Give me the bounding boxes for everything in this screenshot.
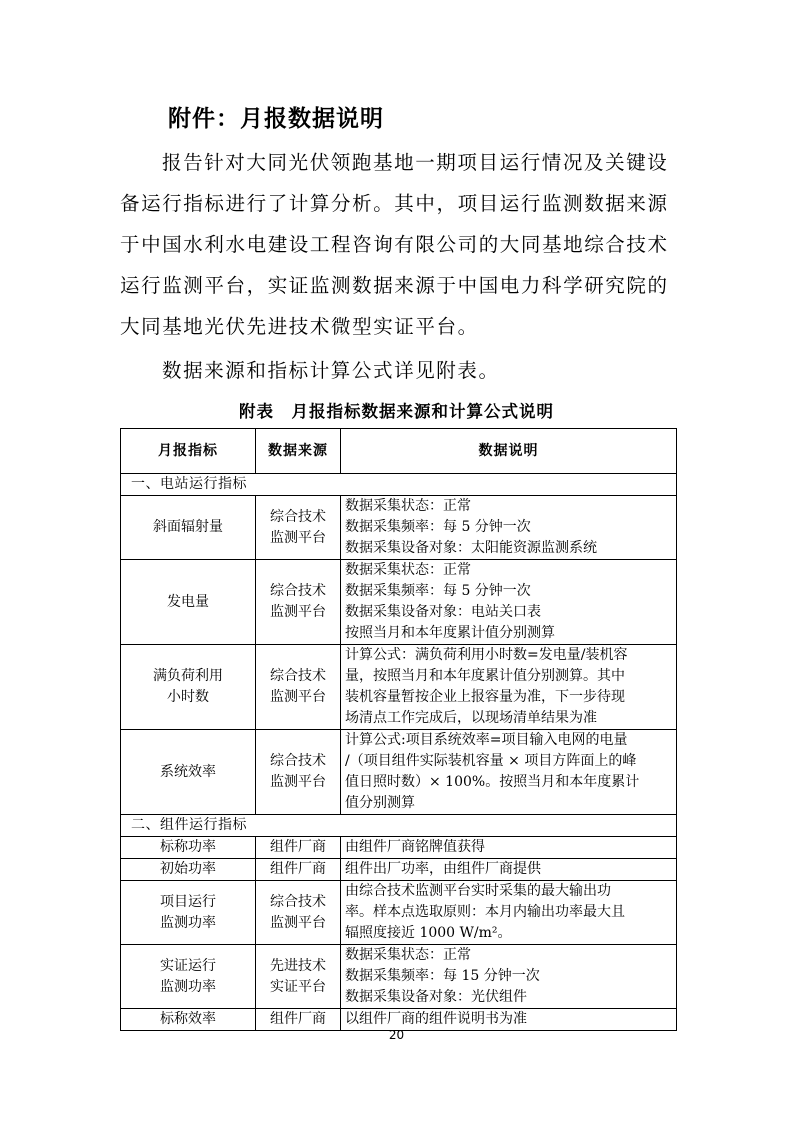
description-cell-line: 数据采集状态：正常 xyxy=(345,498,471,514)
source-cell xyxy=(256,496,341,560)
source-cell-line: 组件厂商 xyxy=(270,839,326,855)
source-cell-line: 监测平台 xyxy=(270,774,326,790)
indicator-cell-line: 小时数 xyxy=(167,689,209,705)
description-cell-line: 场清点工作完成后，以现场清单结果为准 xyxy=(345,710,597,726)
source-cell xyxy=(256,881,341,945)
description-cell-line: 数据采集频率：每 5 分钟一次 xyxy=(345,519,531,535)
table-row xyxy=(121,859,677,881)
description-cell-line: 值分别测算 xyxy=(345,795,415,811)
table-row xyxy=(121,560,677,645)
indicator-cell-line: 斜面辐射量 xyxy=(153,519,223,535)
description-cell xyxy=(341,837,677,859)
description-cell xyxy=(341,859,677,881)
section-row xyxy=(121,474,677,496)
section-row xyxy=(121,815,677,837)
header-indicator: 月报指标 xyxy=(121,429,256,474)
description-cell-line: 以组件厂商的组件说明书为准 xyxy=(345,1011,527,1027)
indicator-cell xyxy=(121,945,256,1009)
description-cell-line: 数据采集设备对象：电站关口表 xyxy=(345,604,541,620)
description-cell-line: 辐照度接近 1000 W/m²。 xyxy=(345,925,512,941)
description-cell-line: 数据采集频率：每 15 分钟一次 xyxy=(345,968,540,984)
indicator-cell-line: 系统效率 xyxy=(160,763,216,780)
indicator-cell-line: 初始功率 xyxy=(160,861,216,877)
indicator-cell-line: 项目运行 xyxy=(160,893,216,910)
indicator-cell-line: 标称功率 xyxy=(160,839,216,855)
page-number: 20 xyxy=(388,1028,405,1042)
table-header-row xyxy=(121,429,677,474)
source-cell-line: 综合技术 xyxy=(270,893,326,910)
source-cell-line: 综合技术 xyxy=(270,508,326,525)
reference-paragraph: 数据来源和指标计算公式详见附表。 xyxy=(162,359,500,382)
description-cell-line: 计算公式:项目系统效率=项目输入电网的电量 xyxy=(345,732,628,748)
source-cell-line: 综合技术 xyxy=(270,668,326,684)
table-row xyxy=(121,837,677,859)
indicator-cell-line: 标称效率 xyxy=(160,1011,216,1027)
indicator-cell xyxy=(121,730,256,815)
source-cell xyxy=(256,837,341,859)
header-source: 数据来源 xyxy=(256,429,341,474)
indicator-cell-line: 满负荷利用 xyxy=(153,668,223,684)
description-cell-line: 数据采集状态：正常 xyxy=(345,947,471,963)
indicator-cell xyxy=(121,859,256,881)
description-cell-line: 量，按照当月和本年度累计值分别测算。其中 xyxy=(345,668,625,684)
table-row xyxy=(121,496,677,560)
description-cell xyxy=(341,645,677,730)
description-cell-line: 计算公式：满负荷利用小时数=发电量/装机容 xyxy=(345,647,628,663)
table-row xyxy=(121,881,677,945)
description-cell-line: 由综合技术监测平台实时采集的最大输出功 xyxy=(345,883,611,899)
description-cell xyxy=(341,560,677,645)
description-cell-line: 值日照时数）× 100%。按照当月和本年度累计 xyxy=(345,774,640,790)
table-title: 附表 月报指标数据来源和计算公式说明 xyxy=(239,402,554,421)
source-cell-line: 监测平台 xyxy=(270,604,326,620)
description-cell-line: 按照当月和本年度累计值分别测算 xyxy=(345,625,555,641)
intro-paragraph: 报告针对大同光伏领跑基地一期项目运行情况及关键设备运行指标进行了计算分析。其中，项目运行监测数据来源于中国水利水电建设工程咨询有限公司的大同基地综合技术运行监测平台，实证监测数据来源于中国电力科学研究院的大同基地光伏先进技术微型实证平台。 xyxy=(120,151,669,338)
indicator-cell-line: 发电量 xyxy=(167,593,209,610)
section-label: 一、电站运行指标 xyxy=(121,474,677,496)
indicator-cell-line: 实证运行 xyxy=(160,957,216,974)
source-cell-line: 组件厂商 xyxy=(270,861,326,877)
source-cell-line: 监测平台 xyxy=(270,689,326,705)
description-cell-line: 数据采集设备对象：光伏组件 xyxy=(345,989,527,1005)
source-cell xyxy=(256,645,341,730)
indicator-cell xyxy=(121,560,256,645)
section-label: 二、组件运行指标 xyxy=(121,815,677,837)
description-cell-line: 数据采集状态：正常 xyxy=(345,562,471,578)
indicator-cell xyxy=(121,837,256,859)
description-cell-line: 数据采集设备对象：太阳能资源监测系统 xyxy=(345,540,597,556)
source-cell-line: 综合技术 xyxy=(270,583,326,599)
table-row xyxy=(121,645,677,730)
description-cell-line: 数据采集频率：每 5 分钟一次 xyxy=(345,583,531,599)
description-cell-line: /（项目组件实际装机容量 × 项目方阵面上的峰 xyxy=(345,753,637,769)
description-cell xyxy=(341,881,677,945)
table-row xyxy=(121,945,677,1009)
source-cell xyxy=(256,730,341,815)
source-cell-line: 监测平台 xyxy=(270,529,326,546)
description-cell xyxy=(341,730,677,815)
source-cell-line: 实证平台 xyxy=(270,978,326,995)
indicator-cell-line: 监测功率 xyxy=(160,978,216,995)
source-cell xyxy=(256,859,341,881)
description-cell-line: 率。样本点选取原则：本月内输出功率最大且 xyxy=(345,904,625,920)
description-cell xyxy=(341,496,677,560)
source-cell-line: 先进技术 xyxy=(270,957,326,974)
description-cell-line: 组件出厂功率，由组件厂商提供 xyxy=(345,861,541,877)
indicator-cell-line: 监测功率 xyxy=(160,914,216,931)
description-cell xyxy=(341,945,677,1009)
header-description: 数据说明 xyxy=(341,429,677,474)
source-cell-line: 监测平台 xyxy=(270,914,326,931)
source-cell xyxy=(256,945,341,1009)
attachment-heading: 附件：月报数据说明 xyxy=(168,106,384,132)
indicator-cell xyxy=(121,496,256,560)
source-cell-line: 组件厂商 xyxy=(270,1011,326,1027)
indicator-cell xyxy=(121,645,256,730)
description-cell-line: 装机容量暂按企业上报容量为准，下一步待现 xyxy=(345,689,625,705)
source-cell xyxy=(256,560,341,645)
table-row xyxy=(121,730,677,815)
indicator-table xyxy=(120,428,677,1031)
indicator-cell xyxy=(121,881,256,945)
description-cell-line: 由组件厂商铭牌值获得 xyxy=(345,839,485,855)
source-cell-line: 综合技术 xyxy=(270,753,326,769)
